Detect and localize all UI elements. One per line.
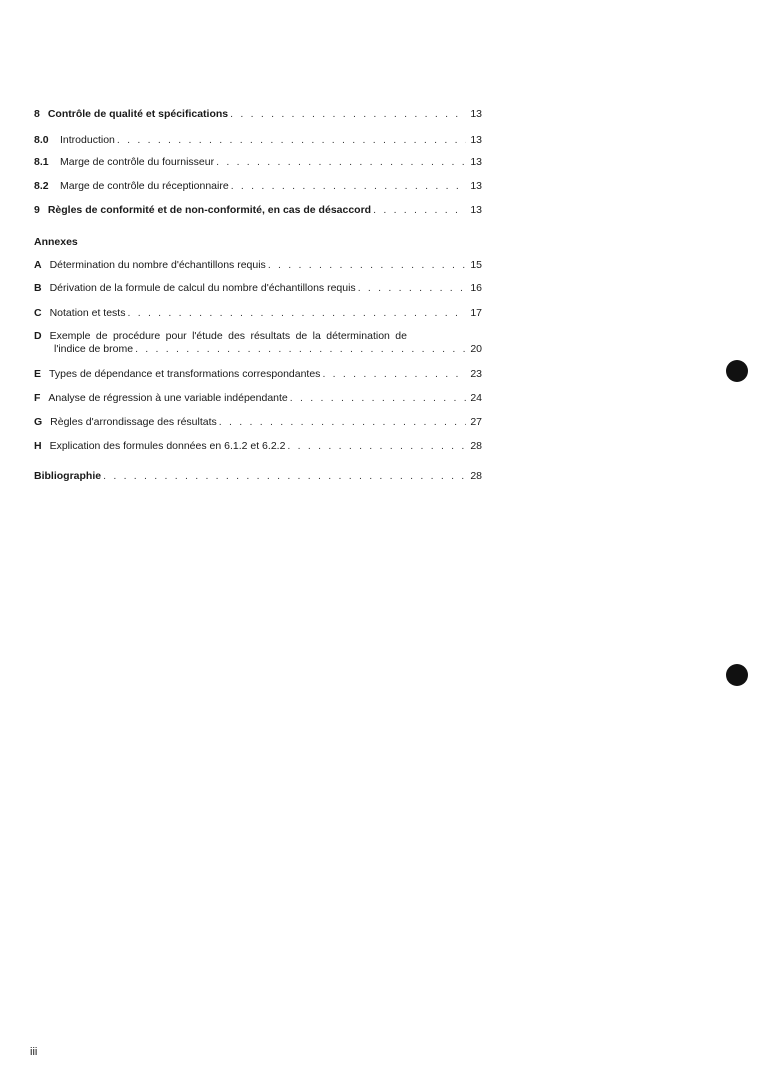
annex-page: 15	[470, 259, 482, 271]
page-number: iii	[30, 1046, 38, 1058]
dot-leader	[216, 156, 466, 169]
annex-page: 23	[470, 368, 482, 380]
annex-title: Détermination du nombre d'échantillons requis	[49, 259, 266, 271]
annex-b	[34, 282, 482, 295]
annex-title: Explication des formules données en 6.1.2 et 6.2.2	[49, 440, 286, 452]
annex-page: 27	[470, 416, 482, 428]
dot-leader	[103, 470, 466, 483]
dot-leader	[373, 204, 466, 217]
dot-leader	[322, 368, 466, 381]
annex-letter: E	[34, 368, 42, 380]
annex-page: 24	[470, 392, 482, 404]
toc-entry-page: 13	[470, 108, 482, 120]
toc-entry-title: Contrôle de qualité et spécifications	[47, 108, 229, 120]
dot-leader	[290, 392, 466, 405]
annex-letter: B	[34, 282, 42, 294]
toc-entry-page: 13	[470, 156, 482, 168]
annex-g	[34, 416, 482, 429]
bibliography-page: 28	[470, 470, 482, 482]
toc-entry-page: 13	[470, 134, 482, 146]
annex-title: Types de dépendance et transformations correspondantes	[49, 368, 321, 380]
toc-entry-title: Marge de contrôle du fournisseur	[60, 156, 215, 168]
annex-f	[34, 392, 482, 405]
toc-entry-number: 8.0	[34, 134, 49, 146]
toc-entry-title: Marge de contrôle du réceptionnaire	[60, 180, 229, 192]
toc-entry-title: Règles de conformité et de non-conformité, en cas de désaccord	[47, 204, 372, 216]
toc-entry-8-1	[34, 156, 482, 169]
toc-entry-number: 9	[34, 204, 40, 216]
toc-entry-8-0	[34, 134, 482, 147]
toc-entry-8-2	[34, 180, 482, 193]
dot-leader	[268, 259, 466, 272]
annex-h	[34, 440, 482, 453]
annex-letter: F	[34, 392, 41, 404]
annex-letter: D	[34, 330, 42, 342]
dot-leader	[358, 282, 466, 295]
toc-entry-number: 8.2	[34, 180, 49, 192]
toc-entry-9	[34, 204, 482, 217]
dot-leader	[287, 440, 466, 453]
dot-leader	[135, 343, 466, 356]
annex-letter: G	[34, 416, 43, 428]
annex-letter: H	[34, 440, 42, 452]
bibliography-title: Bibliographie	[34, 470, 102, 482]
annex-letter: A	[34, 259, 42, 271]
toc-entry-number: 8.1	[34, 156, 49, 168]
dot-leader	[231, 180, 466, 193]
annex-page: 28	[470, 440, 482, 452]
punch-hole-mark	[726, 664, 748, 686]
toc-entry-8	[34, 108, 482, 121]
dot-leader	[219, 416, 466, 429]
toc-entry-title: Introduction	[60, 134, 115, 146]
annexes-heading: Annexes	[34, 236, 78, 248]
dot-leader	[127, 307, 466, 320]
annex-title: Règles d'arrondissage des résultats	[50, 416, 217, 428]
dot-leader	[117, 134, 466, 147]
punch-hole-mark	[726, 360, 748, 382]
annex-title: Notation et tests	[49, 307, 126, 319]
annex-page: 17	[470, 307, 482, 319]
annex-d	[34, 330, 482, 356]
annex-title-line2: l'indice de brome	[54, 343, 134, 355]
annex-c	[34, 307, 482, 320]
annex-title-line1: Exemple de procédure pour l'étude des résultats de la détermination de	[49, 330, 407, 342]
annex-page: 16	[470, 282, 482, 294]
dot-leader	[230, 108, 466, 121]
annex-letter: C	[34, 307, 42, 319]
annex-e	[34, 368, 482, 381]
annex-page: 20	[470, 343, 482, 355]
toc-entry-page: 13	[470, 204, 482, 216]
toc-entry-number: 8	[34, 108, 40, 120]
toc-entry-page: 13	[470, 180, 482, 192]
annex-title: Dérivation de la formule de calcul du nombre d'échantillons requis	[49, 282, 356, 294]
annex-title: Analyse de régression à une variable indépendante	[48, 392, 288, 404]
bibliography-entry	[34, 470, 482, 483]
annex-a	[34, 259, 482, 272]
